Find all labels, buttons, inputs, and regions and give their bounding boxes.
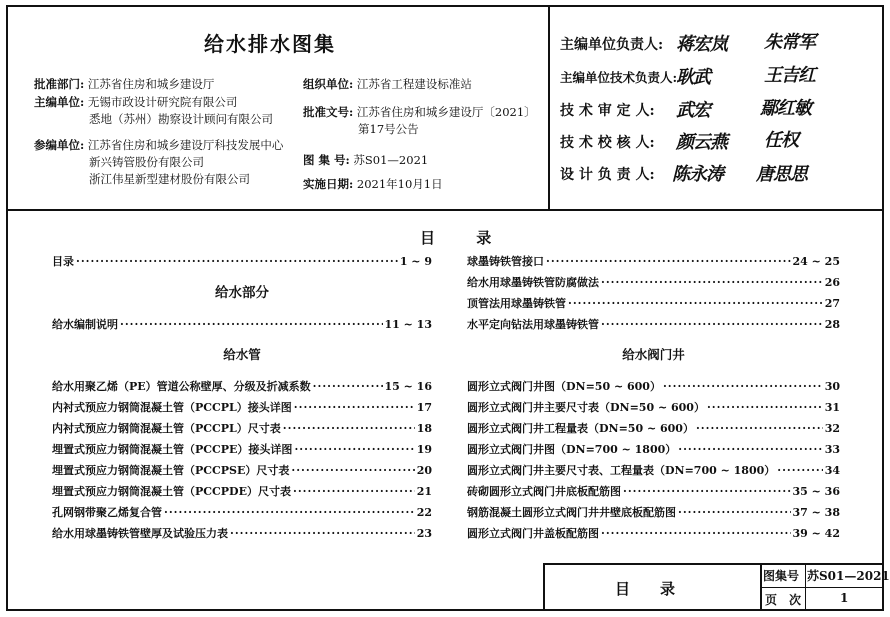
section-heading-water-supply: 给水部分 <box>215 285 269 301</box>
signature-1a: 蒋宏岚 <box>676 34 727 55</box>
toc-entry[interactable]: 内衬式预应力钢筒混凝土管（PCCPL）接头详图 ····· 17 <box>52 399 432 415</box>
signature-3b: 鄢红敏 <box>760 98 811 119</box>
toc-entry[interactable]: 钢筋混凝土圆形立式阀门井井壁底板配筋图 ····· 37 ~ 38 <box>467 504 840 520</box>
toc-entry[interactable]: 砖砌圆形立式阀门井底板配筋图 ····· 35 ~ 36 <box>467 483 840 499</box>
toc-entry[interactable]: 圆形立式阀门井工程量表（DN=50 ~ 600） ····· 32 <box>467 420 840 436</box>
organizer: 组织单位: 江苏省工程建设标准站 <box>303 77 472 91</box>
title-block-name: 目 录 <box>615 580 676 598</box>
toc-entry[interactable]: 水平定向钻法用球墨铸铁管 ····· 28 <box>467 316 840 332</box>
effective-date: 实施日期: 2021年10月1日 <box>303 177 443 191</box>
signature-2b: 王吉红 <box>764 65 815 86</box>
toc-entry[interactable]: 顶管法用球墨铸铁管 ····· 27 <box>467 295 840 311</box>
signature-3a: 武宏 <box>676 100 710 121</box>
header-vertical-divider <box>548 7 550 209</box>
atlas-number-label: 图集号 <box>763 569 800 583</box>
toc-entry[interactable]: 给水用聚乙烯（PE）管道公称壁厚、分级及折减系数 ····· 15 ~ 16 <box>52 378 432 394</box>
toc-entry[interactable]: 圆形立式阀门井图（DN=50 ~ 600） ····· 30 <box>467 378 840 394</box>
toc-entry[interactable]: 圆形立式阀门井盖板配筋图 ····· 39 ~ 42 <box>467 525 840 541</box>
toc-entry[interactable]: 孔网钢带聚乙烯复合管 ····· 22 <box>52 504 432 520</box>
toc-entry[interactable]: 埋置式预应力钢筒混凝土管（PCCPE）接头详图 ····· 19 <box>52 441 432 457</box>
signature-5a: 陈永涛 <box>672 164 723 185</box>
signature-4a: 颜云燕 <box>676 132 727 153</box>
signature-row-approver: 技 术 审 定 人: <box>560 103 655 119</box>
signature-4b: 任权 <box>764 130 798 151</box>
signature-row-checker: 技 术 校 核 人: <box>560 135 655 151</box>
signature-row-chief-unit: 主编单位负责人: <box>560 37 664 53</box>
toc-entry[interactable]: 埋置式预应力钢筒混凝土管（PCCPDE）尺寸表 ····· 21 <box>52 483 432 499</box>
toc-entry[interactable]: 圆形立式阀门井主要尺寸表（DN=50 ~ 600） ····· 31 <box>467 399 840 415</box>
signature-row-design-lead: 设 计 负 责 人: <box>560 167 655 183</box>
atlas-number: 图 集 号: 苏S01—2021 <box>303 153 429 167</box>
toc-entry[interactable]: 埋置式预应力钢筒混凝土管（PCCPSE）尺寸表 ····· 20 <box>52 462 432 478</box>
signature-row-tech-chief: 主编单位技术负责人: <box>560 70 678 85</box>
atlas-number-value: 苏S01—2021 <box>807 569 890 583</box>
toc-entry[interactable]: 给水编制说明 ····· 11 ~ 13 <box>52 316 432 332</box>
page-number: 1 <box>840 591 849 605</box>
signature-1b: 朱常军 <box>764 32 815 53</box>
toc-entry[interactable]: 给水用球墨铸铁管防腐做法 ····· 26 <box>467 274 840 290</box>
signature-2a: 耿武 <box>676 67 710 88</box>
chief-editor-unit: 主编单位: 无锡市政设计研究院有限公司 悉地（苏州）勘察设计顾问有限公司 <box>34 95 273 126</box>
participating-units: 参编单位: 江苏省住房和城乡建设厅科技发展中心 新兴铸管股份有限公司 浙江伟星新型建材股份有限公司 <box>34 138 284 186</box>
section-heading-valve-wells: 给水阀门井 <box>622 347 685 362</box>
approval-dept: 批准部门: 江苏省住房和城乡建设厅 <box>34 77 215 91</box>
toc-entry[interactable]: 圆形立式阀门井主要尺寸表、工程量表（DN=700 ~ 1800） ····· 34 <box>467 462 840 478</box>
approval-doc-number: 批准文号: 江苏省住房和城乡建设厅〔2021〕 第17号公告 <box>303 105 536 136</box>
toc-entry[interactable]: 目录 ····· 1 ~ 9 <box>52 253 432 269</box>
toc-entry[interactable]: 给水用球墨铸铁管壁厚及试验压力表 ····· 23 <box>52 525 432 541</box>
toc-entry[interactable]: 球墨铸铁管接口 ····· 24 ~ 25 <box>467 253 840 269</box>
toc-entry[interactable]: 圆形立式阀门井图（DN=700 ~ 1800） ····· 33 <box>467 441 840 457</box>
signature-5b: 唐思思 <box>756 164 807 185</box>
atlas-title: 给水排水图集 <box>204 32 336 56</box>
toc-heading: 目 录 <box>420 229 510 247</box>
header-divider <box>8 209 882 211</box>
toc-entry[interactable]: 内衬式预应力钢筒混凝土管（PCCPL）尺寸表 ····· 18 <box>52 420 432 436</box>
section-heading-pipes: 给水管 <box>223 347 261 362</box>
page-label: 页 次 <box>765 593 802 607</box>
